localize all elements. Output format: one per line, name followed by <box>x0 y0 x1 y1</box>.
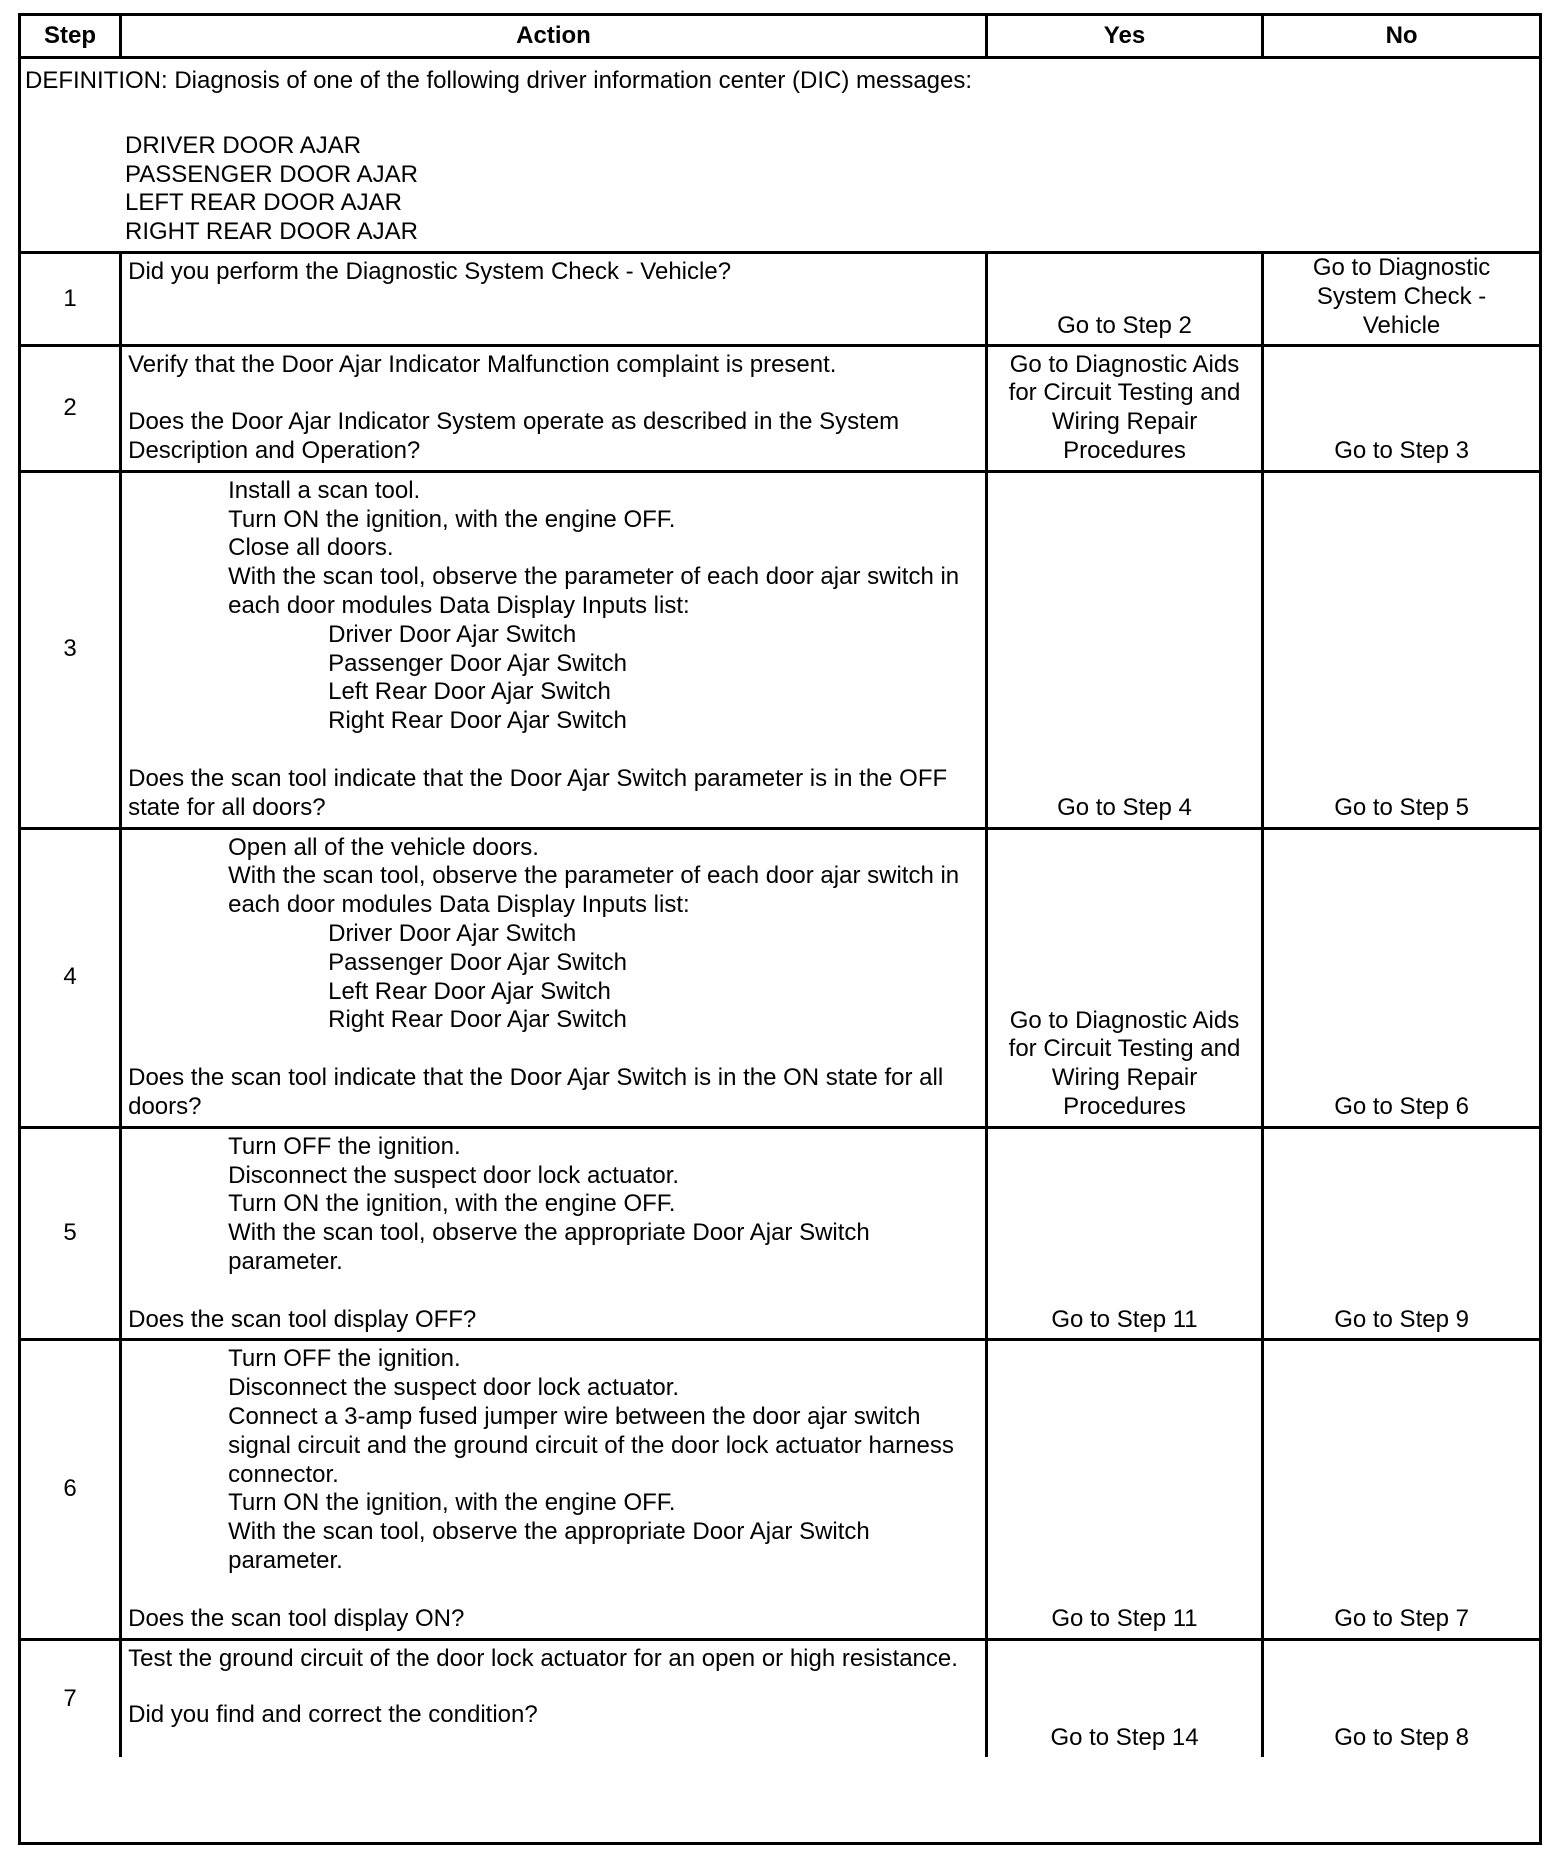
step-row-3 <box>21 471 1539 828</box>
action-item: Install a scan tool. <box>228 476 421 504</box>
step-action <box>121 471 987 828</box>
definition-item: LEFT REAR DOOR AJAR <box>125 189 402 217</box>
definition-text: DEFINITION: Diagnosis of one of the following driver information center (DIC) messages: <box>25 67 973 94</box>
action-question: Does the scan tool display OFF? <box>128 1305 477 1333</box>
definition-item: RIGHT REAR DOOR AJAR <box>125 218 418 246</box>
no-line: Go to Diagnostic <box>1312 253 1491 281</box>
definition-item: DRIVER DOOR AJAR <box>125 131 362 159</box>
step-action <box>121 828 987 1127</box>
step-no: Go to Step 9 <box>1263 1127 1539 1340</box>
action-question: Does the Door Ajar Indicator System operate as described in the System Description and Operation? <box>128 408 900 464</box>
action-line: Did you perform the Diagnostic System Check - Vehicle? <box>128 257 732 285</box>
definition-cell <box>21 58 1539 253</box>
step-action <box>121 1639 987 1757</box>
action-subitem: Right Rear Door Ajar Switch <box>328 707 627 735</box>
definition-row <box>21 58 1539 253</box>
step-yes: Go to Step 14 <box>986 1639 1262 1757</box>
header-step: Step <box>21 16 121 58</box>
step-row-4 <box>21 828 1539 1127</box>
action-item: With the scan tool, observe the appropriate Door Ajar Switch parameter. <box>228 1518 870 1575</box>
step-number: 1 <box>21 252 121 345</box>
action-line: Verify that the Door Ajar Indicator Malfunction complaint is present. <box>128 351 837 379</box>
step-action <box>121 1340 987 1639</box>
step-row-1 <box>21 252 1539 345</box>
step-row-5 <box>21 1127 1539 1340</box>
header-row <box>21 16 1539 58</box>
header-no: No <box>1263 16 1539 58</box>
yes-line: Procedures <box>1063 1092 1186 1120</box>
step-number: 2 <box>21 346 121 471</box>
action-line: Test the ground circuit of the door lock actuator for an open or high resistance. <box>128 1644 958 1672</box>
yes-line: for Circuit Testing and <box>1008 379 1241 407</box>
action-item: Connect a 3-amp fused jumper wire between the door ajar switch signal circuit and the ground circuit of the door lock actuator harness connector. <box>228 1403 954 1488</box>
yes-line: for Circuit Testing and <box>1008 1035 1241 1063</box>
yes-line: Go to Diagnostic Aids <box>1009 1006 1240 1034</box>
definition-item: PASSENGER DOOR AJAR <box>125 160 418 188</box>
step-no <box>1263 252 1539 345</box>
step-no: Go to Step 3 <box>1263 346 1539 471</box>
step-yes: Go to Step 4 <box>986 471 1262 828</box>
step-row-2 <box>21 346 1539 471</box>
no-line: Vehicle <box>1362 311 1441 339</box>
step-action <box>121 1127 987 1340</box>
action-question: Does the scan tool display ON? <box>128 1604 465 1632</box>
definition-list <box>25 132 1535 247</box>
action-item: Disconnect the suspect door lock actuator. <box>228 1161 680 1189</box>
step-no: Go to Step 6 <box>1263 828 1539 1127</box>
action-subitem: Left Rear Door Ajar Switch <box>328 678 611 706</box>
action-item: Turn ON the ignition, with the engine OFF. <box>228 1190 676 1218</box>
no-line: System Check - <box>1316 282 1487 310</box>
step-number: 4 <box>21 828 121 1127</box>
step-number: 6 <box>21 1340 121 1639</box>
header-yes: Yes <box>986 16 1262 58</box>
action-question: Does the scan tool indicate that the Door Ajar Switch parameter is in the OFF state for all doors? <box>128 764 948 821</box>
action-item: Close all doors. <box>228 534 394 562</box>
step-row-7 <box>21 1639 1539 1757</box>
step-yes <box>986 346 1262 471</box>
action-item: Turn ON the ignition, with the engine OFF. <box>228 1489 676 1517</box>
diagnostic-table-frame <box>18 13 1542 1845</box>
action-item: With the scan tool, observe the parameter of each door ajar switch in each door modules Data Display Inputs list: <box>228 563 960 619</box>
action-item: Disconnect the suspect door lock actuator. <box>228 1374 680 1402</box>
step-no: Go to Step 5 <box>1263 471 1539 828</box>
action-item: With the scan tool, observe the parameter of each door ajar switch in each door modules Data Display Inputs list: <box>228 862 960 919</box>
action-item: Turn OFF the ignition. <box>228 1132 461 1160</box>
yes-line: Wiring Repair <box>1051 408 1198 436</box>
action-question: Does the scan tool indicate that the Door Ajar Switch is in the ON state for all doors? <box>128 1064 944 1120</box>
action-subitem: Passenger Door Ajar Switch <box>328 649 627 677</box>
action-item: Turn ON the ignition, with the engine OFF. <box>228 505 676 533</box>
step-yes: Go to Step 11 <box>986 1340 1262 1639</box>
step-action <box>121 346 987 471</box>
step-row-6 <box>21 1340 1539 1639</box>
step-no: Go to Step 7 <box>1263 1340 1539 1639</box>
step-action <box>121 252 987 345</box>
action-question: Did you find and correct the condition? <box>128 1701 538 1729</box>
step-yes: Go to Step 11 <box>986 1127 1262 1340</box>
action-item: With the scan tool, observe the appropriate Door Ajar Switch parameter. <box>228 1219 870 1275</box>
action-item: Open all of the vehicle doors. <box>228 833 539 861</box>
step-number: 5 <box>21 1127 121 1340</box>
step-number: 3 <box>21 471 121 828</box>
header-action: Action <box>121 16 987 58</box>
action-subitem: Right Rear Door Ajar Switch <box>328 1006 627 1034</box>
action-subitem: Driver Door Ajar Switch <box>328 919 577 947</box>
action-subitem: Passenger Door Ajar Switch <box>328 948 627 976</box>
action-subitem: Left Rear Door Ajar Switch <box>328 977 611 1005</box>
yes-line: Procedures <box>1063 436 1186 464</box>
step-yes <box>986 828 1262 1127</box>
step-number: 7 <box>21 1639 121 1757</box>
yes-line: Go to Diagnostic Aids <box>1009 350 1240 378</box>
step-no: Go to Step 8 <box>1263 1639 1539 1757</box>
diagnostic-table <box>21 16 1539 1757</box>
step-yes: Go to Step 2 <box>986 252 1262 345</box>
action-subitem: Driver Door Ajar Switch <box>328 620 577 648</box>
action-item: Turn OFF the ignition. <box>228 1345 461 1373</box>
yes-line: Wiring Repair <box>1051 1064 1198 1092</box>
